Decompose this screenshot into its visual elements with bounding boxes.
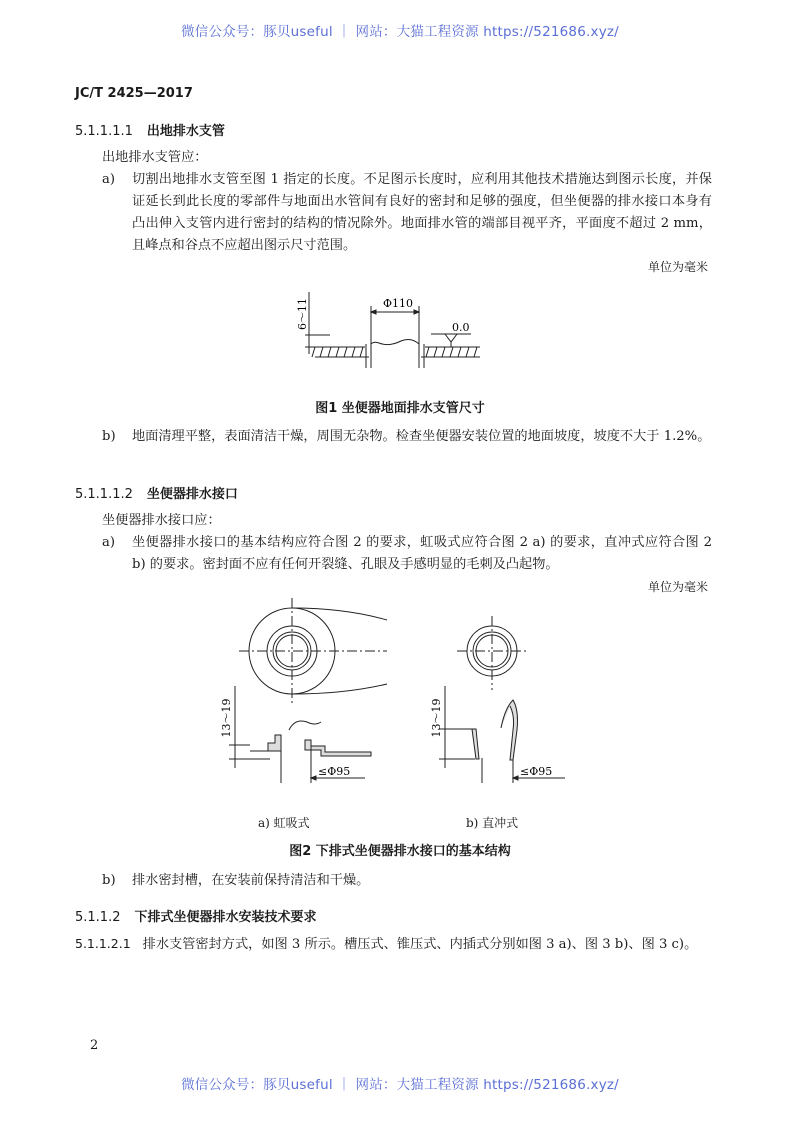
list-text: 地面清理平整，表面清洁干燥，周围无杂物。检查坐便器安装位置的地面坡度，坡度不大于 1.2%。 <box>132 429 711 444</box>
figure-2-caption: 图2 下排式坐便器排水接口的基本结构 <box>289 844 511 859</box>
unit-note-1: 单位为毫米 <box>647 260 708 274</box>
list-text: 排水密封槽，在安装前保持清洁和干燥。 <box>132 873 370 888</box>
fig2b-diameter-dim: ≤Φ95 <box>520 765 553 778</box>
section-title: 下排式坐便器排水安装技术要求 <box>134 910 317 925</box>
watermark-top: 微信公众号：豚贝useful ｜ 网站：大猫工程资源 https://521686.xyz/ <box>181 24 619 40</box>
watermark-bottom: 微信公众号：豚贝useful ｜ 网站：大猫工程资源 https://521686.xyz/ <box>181 1077 619 1093</box>
fig1-height-dim: 6～11 <box>296 298 309 330</box>
section-heading-5-1-1-1-2 <box>75 483 238 502</box>
standard-code: JC/T 2425—2017 <box>75 86 193 101</box>
section-title: 坐便器排水接口 <box>146 487 238 502</box>
list-item-a-2 <box>102 532 712 576</box>
figure-2b-subcaption: b) 直冲式 <box>466 816 519 830</box>
fig2b-height-dim: 13～19 <box>430 698 443 738</box>
section-number: 5.1.1.2 <box>75 910 121 925</box>
paragraph-intro-2: 坐便器排水接口应： <box>102 513 221 528</box>
list-label: a) <box>102 535 116 550</box>
paragraph-intro-1: 出地排水支管应： <box>102 150 208 165</box>
list-item-a-1 <box>102 169 712 257</box>
section-heading-5-1-1-2 <box>75 906 317 925</box>
section-number: 5.1.1.1.1 <box>75 124 133 139</box>
section-number: 5.1.1.1.2 <box>75 487 133 502</box>
fig1-diameter-dim: Φ110 <box>383 297 414 310</box>
figure-1-caption: 图1 坐便器地面排水支管尺寸 <box>315 401 485 416</box>
figure-2b-drawing <box>425 598 575 798</box>
fig2a-diameter-dim: ≤Φ95 <box>318 765 351 778</box>
list-text: 切割出地排水支管至图 1 指定的长度。不足图示长度时，应利用其他技术措施达到图示长度，并保证延长到此长度的零部件与地面出水管间有良好的密封和足够的强度，但坐便器的排水接口本身有凸出伸入支管内进行密封的结构的情况除外。地面排水管的端部目视平齐，平面度不超过 2 mm，且峰点和谷点不应超出图示尺寸范围。 <box>132 172 712 253</box>
list-item-b-1 <box>102 426 712 448</box>
paragraph-number: 5.1.1.2.1 <box>75 936 131 951</box>
list-label: b) <box>102 429 116 444</box>
list-label: b) <box>102 873 116 888</box>
figure-2a-subcaption: a) 虹吸式 <box>258 816 310 830</box>
list-item-b-2 <box>102 870 712 892</box>
list-label: a) <box>102 172 116 187</box>
unit-note-2: 单位为毫米 <box>647 580 708 594</box>
paragraph-text: 排水支管密封方式，如图 3 所示。槽压式、锥压式、内插式分别如图 3 a)、图 3 b)、图 3 c)。 <box>142 937 698 952</box>
fig1-level-mark: 0.0 <box>452 321 470 334</box>
list-text: 坐便器排水接口的基本结构应符合图 2 的要求，虹吸式应符合图 2 a) 的要求，直冲式应符合图 2 b) 的要求。密封面不应有任何开裂缝、孔眼及手感明显的毛刺及凸起物。 <box>132 535 712 572</box>
fig2a-height-dim: 13～19 <box>220 698 233 738</box>
section-title: 出地排水支管 <box>146 124 225 139</box>
figure-1-drawing <box>295 288 495 378</box>
paragraph-5-1-1-2-1 <box>75 933 715 956</box>
figure-2a-drawing <box>215 598 395 798</box>
page-number: 2 <box>90 1038 99 1053</box>
section-heading-5-1-1-1-1 <box>75 120 225 139</box>
